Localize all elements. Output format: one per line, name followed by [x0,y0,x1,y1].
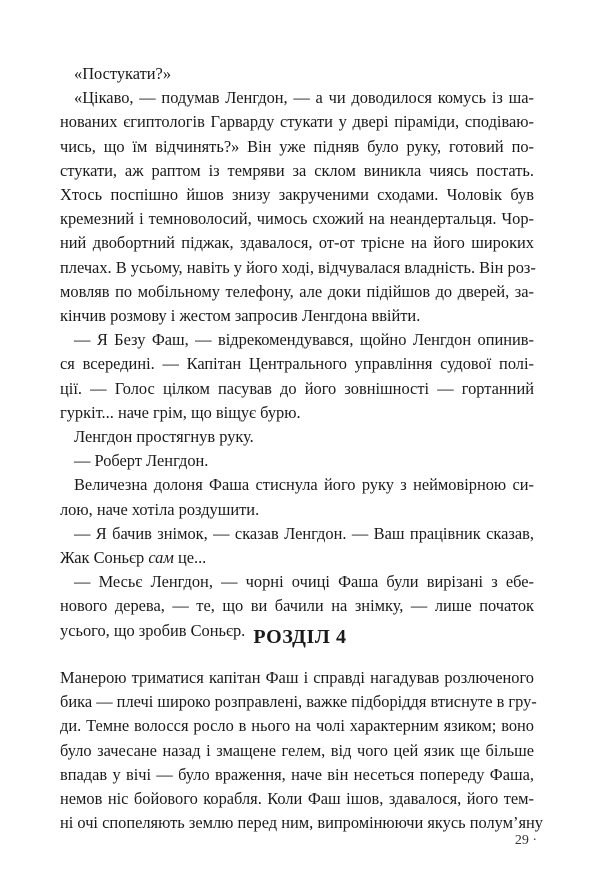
body-text [60,62,534,643]
text-line: впадав у вічі — було враження, наче він несеться попереду Фаша, [60,764,534,784]
text-fragment: це... [173,548,207,568]
text-line: Величезна долоня Фаша стиснула його руку з неймовірною си- [74,475,534,495]
text-line: Хтось поспішно йшов знизу закрученими сходами. Чоловік був [60,185,534,205]
text-line: стукати, аж раптом із темряви за склом виникла чиясь постать. [60,160,534,180]
text-line: — Месьє Ленгдон, — чорні очиці Фаша були вирізані з ебе- [74,572,534,592]
text-line: усього, що зробив Соньєр. [60,620,246,640]
text-line: мовляв по мобільному телефону, але доки підійшов до дверей, за- [60,281,534,301]
text-line [60,546,534,570]
text-line: ції. — Голос цілком пасував до його зовнішності — гортанний [60,378,534,398]
text-line: плечах. В усьому, навіть у його ході, відчувалася владність. Він роз- [60,257,536,277]
text-line: ний двобортний піджак, здавалося, от-от трісне на його широких [60,233,534,253]
chapter-title: РОЗДІЛ 4 [253,626,347,648]
text-line: — Роберт Ленгдон. [74,451,209,471]
text-line: Манерою триматися капітан Фаш і справді нагадував розлюченого [60,668,534,687]
text-line: немов ніс бойового корабля. Коли Фаш ішов, здавалося, його тем- [60,789,534,809]
text-line: гуркіт... наче грім, що віщує бурю. [60,402,301,422]
text-line: «Цікаво, — подумав Ленгдон, — а чи доводилося комусь із ша- [74,88,534,108]
text-line: лою, наче хотіла роздушити. [60,499,260,519]
chapter-text [60,666,543,835]
text-line: бика — плечі широко розправлені, важке підборіддя втиснуте в гру- [60,692,537,712]
text-line: ся всередині. — Капітан Центрального управління судової полі- [60,354,534,374]
page-number: 29 · [514,833,537,848]
text-line: — Я бачив знімок, — сказав Ленгдон. — Ваш працівник сказав, [74,523,534,543]
text-line: кремезний і темноволосий, чимось схожий на неандертальця. Чор- [60,209,534,229]
text-line: ди. Темне волосся росло в нього на чолі характерним язиком; воно [60,716,534,736]
text-line: кінчив розмову і жестом запросив Ленгдона ввійти. [60,306,421,326]
text-line: було зачесане назад і змащене гелем, від чого цей язик ще більше [60,740,534,760]
text-line: нового дерева, — те, що ви бачили на знімку, — лише початок [60,596,534,616]
text-line: чись, що їм відчинять?» Він уже підняв було руку, готовий по- [60,136,534,156]
text-line: «Постукати?» [74,64,172,83]
text-line: — Я Безу Фаш, — відрекомендувався, щойно Ленгдон опинив- [74,330,534,350]
text-line: нованих єгиптологів Гарварду стукати у двері піраміди, сподіваю- [60,112,534,132]
text-line: Ленгдон простягнув руку. [74,427,254,447]
emphasized-word: сам [148,548,174,568]
text-line: ні очі спопеляють землю перед ним, випромінюючи якусь полум’яну [60,813,543,833]
text-fragment: Жак Соньєр [60,548,149,568]
